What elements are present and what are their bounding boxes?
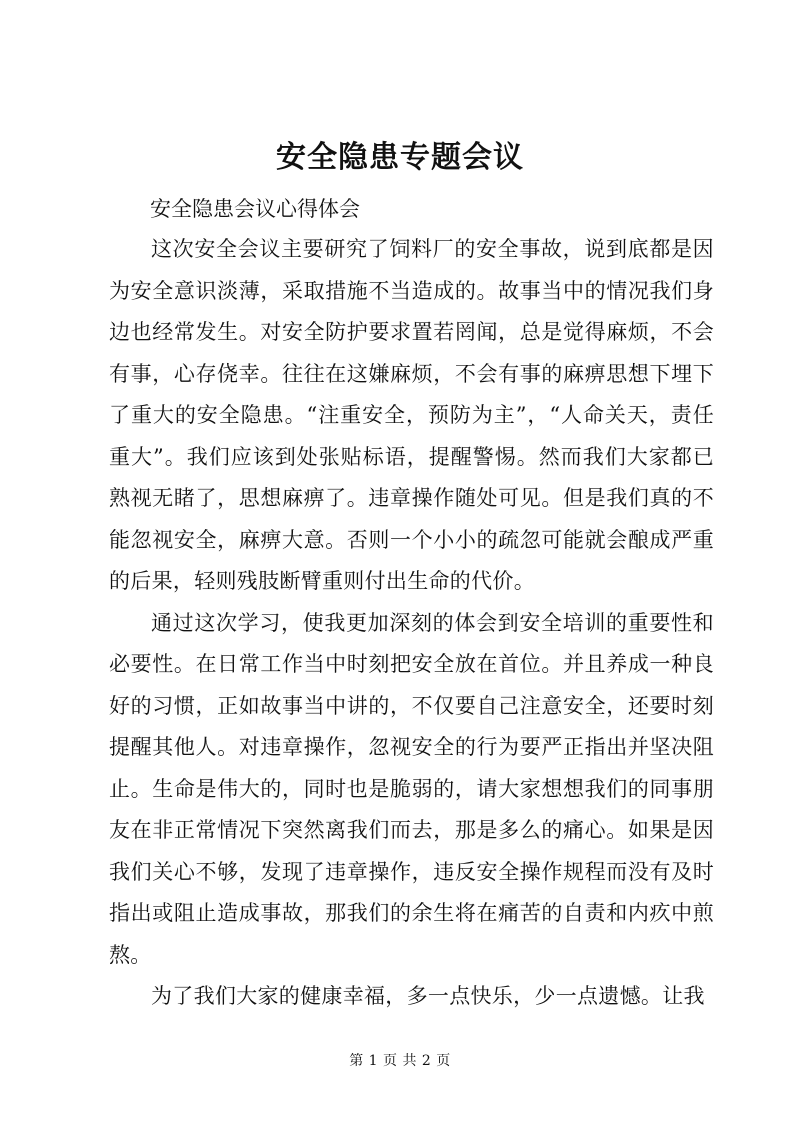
document-subtitle: 安全隐患会议心得体会 — [150, 197, 360, 221]
paragraph-3: 为了我们大家的健康幸福，多一点快乐，少一点遗憾。让我 — [151, 984, 705, 1008]
paragraph-1: 这次安全会议主要研究了饲料厂的安全事故，说到底都是因为安全意识淡薄，采取措施不当造成的。故事当中的情况我们身边也经常发生。对安全防护要求置若罔闻，总是觉得麻烦，不会有事，心存侥幸。往往在这嫌麻烦，不会有事的麻痹思想下埋下了重大的安全隐患。“注重安全，预防为主”，“人命关天，责任重大”。我们应该到处张贴标语，提醒警惕。然而我们大家都已熟视无睹了，思想麻痹了。违章操作随处可见。但是我们真的不能忽视安全，麻痹大意。否则一个小小的疏忽可能就会酿成严重的后果，轻则残肢断臂重则付出生命的代价。 — [109, 237, 714, 593]
page-title: 安全隐患专题会议 — [276, 140, 524, 175]
paragraph-2: 通过这次学习，使我更加深刻的体会到安全培训的重要性和必要性。在日常工作当中时刻把安全放在首位。并且养成一种良好的习惯，正如故事当中讲的，不仅要自己注意安全，还要时刻提醒其他人。对违章操作，忽视安全的行为要严正指出并坚决阻止。生命是伟大的，同时也是脆弱的，请大家想想我们的同事朋友在非正常情况下突然离我们而去，那是多么的痛心。如果是因我们关心不够，发现了违章操作，违反安全操作规程而没有及时指出或阻止造成事故，那我们的余生将在痛苦的自责和内疚中煎熬。 — [109, 610, 714, 967]
document-body — [109, 229, 714, 1018]
page-number-footer: 第 1 页 共 2 页 — [349, 1053, 451, 1069]
